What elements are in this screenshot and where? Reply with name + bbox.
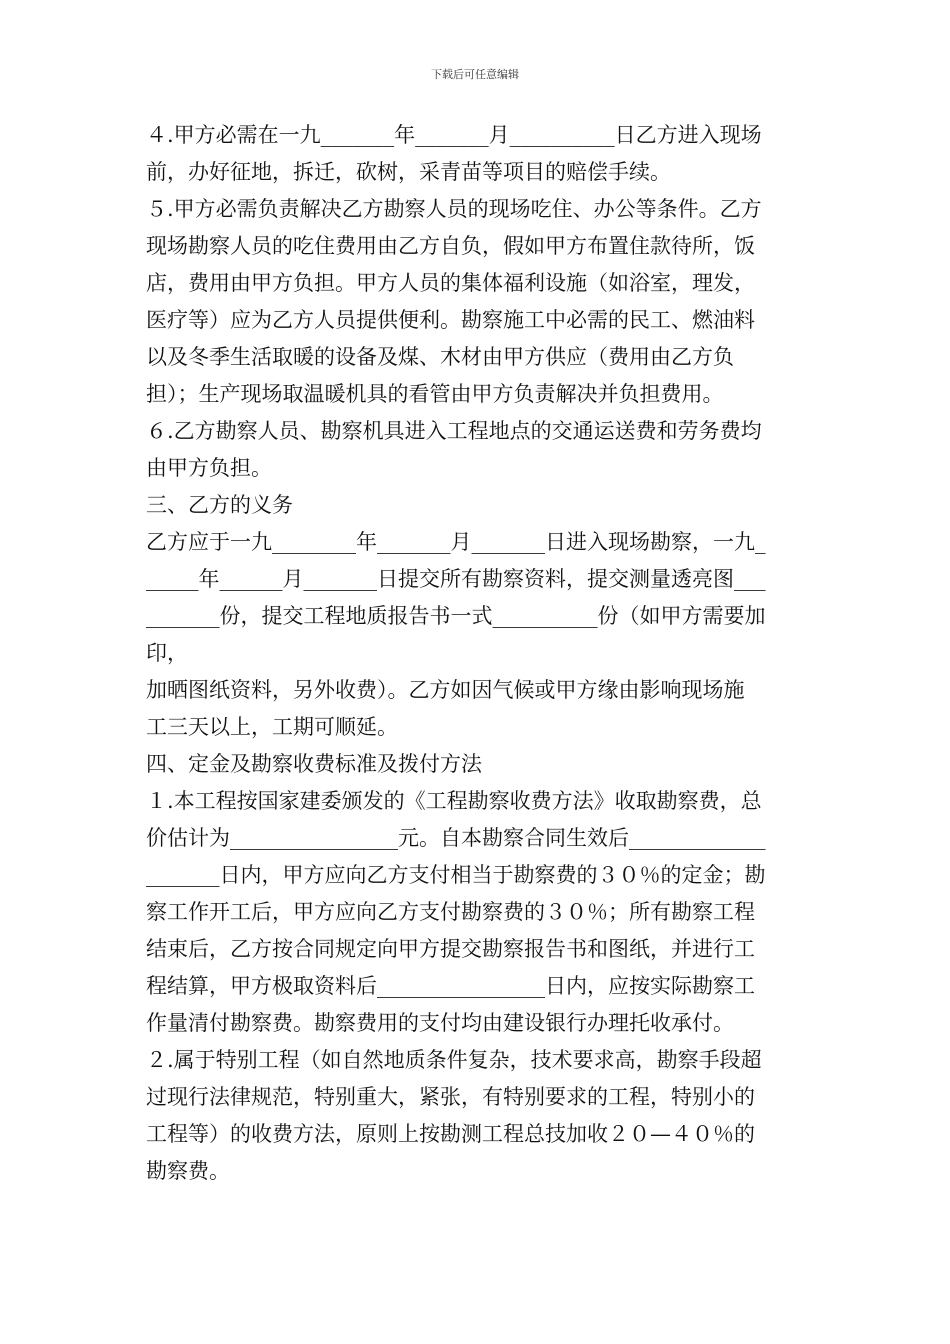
text-line: 担）；生产现场取温暖机具的看管由甲方负责解决并负担费用。 <box>146 382 724 406</box>
text-line: 察工作开工后，甲方应向乙方支付勘察费的３０％；所有勘察工程 <box>146 900 755 924</box>
page-header: 下载后可任意编辑 <box>431 68 519 81</box>
text-line: _______份，提交工程地质报告书一式__________份（如甲方需要加 <box>146 604 766 628</box>
text-line: 印， <box>146 641 188 665</box>
text-line: 程结算，甲方极取资料后________________日内，应按实际勘察工 <box>146 974 755 998</box>
text-line: 结束后，乙方按合同规定向甲方提交勘察报告书和图纸，并进行工 <box>146 937 755 961</box>
text-line: ６.乙方勘察人员、勘察机具进入工程地点的交通运送费和劳务费均 <box>146 419 762 443</box>
text-line: 现场勘察人员的吃住费用由乙方自负，假如甲方布置住款待所，饭 <box>146 234 755 258</box>
text-line: 工三天以上，工期可顺延。 <box>146 715 398 739</box>
text-line: 过现行法律规范，特别重大，紧张，有特别要求的工程，特别小的 <box>146 1085 755 1109</box>
text-line: 以及冬季生活取暖的设备及煤、木材由甲方供应（费用由乙方负 <box>146 345 734 369</box>
text-line: 前，办好征地，拆迁，砍树，采青苗等项目的赔偿手续。 <box>146 160 671 184</box>
text-line: _____年______月_______日提交所有勘察资料，提交测量透亮图___ <box>146 567 766 591</box>
text-line: 由甲方负担。 <box>146 456 272 480</box>
document-body <box>146 117 812 1190</box>
section-heading: 四、定金及勘察收费标准及拨付方法 <box>146 752 482 776</box>
text-line: ４.甲方必需在一九_______年_______月__________日乙方进入现场 <box>146 123 762 147</box>
text-line: 乙方应于一九________年_______月_______日进入现场勘察，一九_ <box>146 530 766 554</box>
text-line: 作量清付勘察费。勘察费用的支付均由建设银行办理托收承付。 <box>146 1011 734 1035</box>
text-line: 医疗等）应为乙方人员提供便利。勘察施工中必需的民工、燃油料 <box>146 308 755 332</box>
text-line: 价估计为________________元。自本勘察合同生效后_____________ <box>146 826 766 850</box>
section-heading: 三、乙方的义务 <box>146 493 293 517</box>
text-line: １.本工程按国家建委颁发的《工程勘察收费方法》收取勘察费，总 <box>146 789 762 813</box>
text-line: 工程等）的收费方法，原则上按勘测工程总技加收２０—４０％的 <box>146 1122 755 1146</box>
text-line: 店，费用由甲方负担。甲方人员的集体福利设施（如浴室，理发， <box>146 271 755 295</box>
text-line: ５.甲方必需负责解决乙方勘察人员的现场吃住、办公等条件。乙方 <box>146 197 762 221</box>
text-line: ２.属于特别工程（如自然地质条件复杂，技术要求高，勘察手段超 <box>146 1048 762 1072</box>
text-line: _______日内，甲方应向乙方支付相当于勘察费的３０％的定金；勘 <box>146 863 766 887</box>
text-line: 加晒图纸资料，另外收费）。乙方如因气候或甲方缘由影响现场施 <box>146 678 745 702</box>
text-line: 勘察费。 <box>146 1159 230 1183</box>
